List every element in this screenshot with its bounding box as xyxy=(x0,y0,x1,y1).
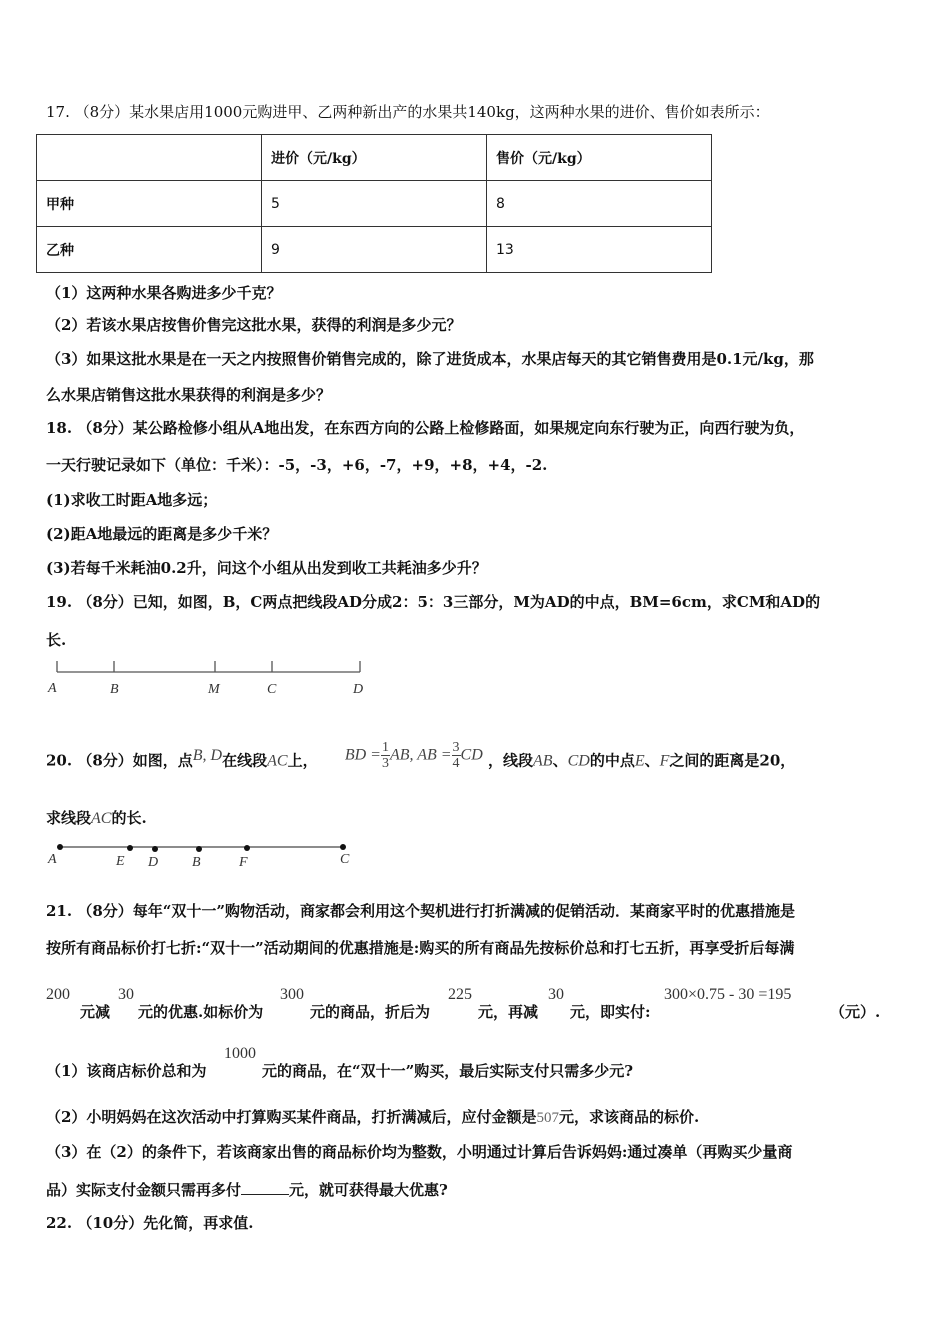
q19-segment-figure xyxy=(40,655,380,700)
answer-blank[interactable] xyxy=(241,1180,289,1195)
q20-f: F xyxy=(659,752,670,770)
q21-sub2 xyxy=(46,1107,699,1128)
table-cell-cost: 9 xyxy=(262,227,487,273)
q21-line1: 21. （8分）每年“双十一”购物活动，商家都会利用这个契机进行打折满减的促销活动．某商家平时的优惠措施是 xyxy=(46,902,796,920)
formula-part: BD = xyxy=(344,746,381,764)
value-507: 507 xyxy=(536,1110,559,1126)
fraction-three-fourths xyxy=(452,740,461,771)
table-cell-cost: 5 xyxy=(262,181,487,227)
q17-sub3-line2: 么水果店销售这批水果获得的利润是多少？ xyxy=(46,386,332,404)
value-200: 200 xyxy=(46,986,70,1003)
q21-sub3-prefix: 品）实际支付金额只需再多付 xyxy=(46,1181,242,1199)
point-label-b: B xyxy=(110,682,119,697)
point-label-e: E xyxy=(116,854,125,869)
q21-line2: 按所有商品标价打七折:“双十一”活动期间的优惠措施是:购买的所有商品先按标价总和打七五折，再享受折后每满 xyxy=(46,939,795,957)
q20-text: ，线段 xyxy=(488,751,534,770)
q22-line1: 22. （10分）先化简，再求值. xyxy=(46,1214,254,1232)
point-label-d: D xyxy=(148,855,159,870)
q20-ab: AB xyxy=(533,752,553,770)
q17-sub2: （2）若该水果店按售价售完这批水果，获得的利润是多少元？ xyxy=(46,316,462,334)
q21-text: 元，即实付: xyxy=(570,1003,651,1021)
q20-segment-figure xyxy=(40,835,370,870)
q20-line2 xyxy=(46,808,147,829)
formula-part: AB, AB = xyxy=(389,746,452,764)
q20-text: 、 xyxy=(552,751,568,770)
q20-text: 在线段 xyxy=(222,751,268,770)
q17-stem: 17. （8分）某水果店用1000元购进甲、乙两种新出产的水果共140kg，这两种水果的进价、售价如表所示： xyxy=(46,103,770,121)
denominator: 4 xyxy=(452,756,460,771)
q20-formula xyxy=(345,740,483,771)
payment-formula: 300×0.75 - 30 =195 xyxy=(664,986,792,1003)
q18-line2: 一天行驶记录如下（单位：千米）：-5，-3，+6，-7，+9，+8，+4，-2. xyxy=(46,456,548,474)
point-label-c: C xyxy=(267,682,277,697)
q18-line1: 18. （8分）某公路检修小组从A地出发，在东西方向的公路上检修路面，如果规定向东行驶为正，向西行驶为负， xyxy=(46,419,805,437)
point-label-f: F xyxy=(239,855,248,870)
q17-sub3-line1: （3）如果这批水果是在一天之内按照售价销售完成的，除了进货成本，水果店每天的其它销售费用是0.1元/kg，那 xyxy=(46,350,814,368)
table-cell-name: 乙种 xyxy=(37,227,262,273)
table-header-cell xyxy=(37,135,262,181)
numerator: 1 xyxy=(381,740,389,755)
q21-text: （元）. xyxy=(830,1003,881,1021)
q20-line1 xyxy=(46,740,796,777)
q21-sub1-suffix: 元的商品，在“双十一”购买，最后实际支付只需多少元? xyxy=(262,1062,634,1080)
table-cell-name: 甲种 xyxy=(37,181,262,227)
q20-text: 上， xyxy=(287,751,318,770)
q21-text: 元的优惠.如标价为 xyxy=(138,1003,264,1021)
numerator: 3 xyxy=(452,740,460,755)
q21-sub3-line1: （3）在（2）的条件下，若该商家出售的商品标价均为整数，小明通过计算后告诉妈妈:通过凑单（再购买少量商 xyxy=(46,1143,793,1161)
q17-sub1: （1）这两种水果各购进多少千克？ xyxy=(46,284,282,302)
point-label-d: D xyxy=(353,682,364,697)
q18-sub3: (3)若每千米耗油0.2升，问这个小组从出发到收工共耗油多少升？ xyxy=(46,559,487,577)
q20-text: 、 xyxy=(644,751,660,770)
q19-line1: 19. （8分）已知，如图，B，C两点把线段AD分成2：5：3三部分，M为AD的中点，BM=6cm，求CM和AD的 xyxy=(46,593,821,611)
formula-part: CD xyxy=(460,746,483,764)
table-row xyxy=(37,181,712,227)
q21-text: 元，再减 xyxy=(478,1003,539,1021)
q20-text: 求线段 xyxy=(46,809,92,827)
q21-text: 元的商品，折后为 xyxy=(310,1003,431,1021)
q18-sub1: (1)求收工时距A地多远； xyxy=(46,491,218,509)
q20-ac: AC xyxy=(267,752,288,770)
point-label-b: B xyxy=(192,855,201,870)
value-225: 225 xyxy=(448,986,472,1003)
q21-sub3-suffix: 元，就可获得最大优惠? xyxy=(289,1181,448,1199)
fraction-one-third xyxy=(381,740,390,771)
point-label-a: A xyxy=(48,681,57,696)
q20-ac: AC xyxy=(91,810,112,827)
table-cell-price: 8 xyxy=(487,181,712,227)
q21-sub2-suffix: 元，求该商品的标价. xyxy=(558,1108,700,1126)
table-cell-price: 13 xyxy=(487,227,712,273)
value-1000: 1000 xyxy=(224,1045,256,1062)
q21-sub3-line2 xyxy=(46,1180,448,1200)
value-300: 300 xyxy=(280,986,304,1003)
point-label-m: M xyxy=(208,682,220,697)
q19-line2: 长. xyxy=(46,631,67,649)
q18-sub2: (2)距A地最远的距离是多少千米？ xyxy=(46,525,278,543)
value-30: 30 xyxy=(118,986,134,1003)
table-header-cell: 进价（元/kg） xyxy=(262,135,487,181)
value-30: 30 xyxy=(548,986,564,1003)
q20-points: B, D xyxy=(192,746,223,764)
point-label-a: A xyxy=(48,852,57,867)
q21-sub2-prefix: （2）小明妈妈在这次活动中打算购买某件商品，打折满减后，应付金额是 xyxy=(46,1108,537,1126)
q20-text: 之间的距离是20， xyxy=(669,751,796,770)
table-header-row xyxy=(37,135,712,181)
denominator: 3 xyxy=(381,756,389,771)
q20-prefix: 20. （8分）如图，点 xyxy=(46,751,193,770)
q20-e: E xyxy=(634,752,645,770)
point-label-c: C xyxy=(340,852,350,867)
q20-text: 的中点 xyxy=(589,751,635,770)
q21-text: 元减 xyxy=(80,1003,111,1021)
q20-cd: CD xyxy=(567,752,590,770)
q21-sub1-prefix: （1）该商店标价总和为 xyxy=(46,1062,207,1080)
q20-text: 的长. xyxy=(111,809,147,827)
price-table xyxy=(36,134,712,273)
table-row xyxy=(37,227,712,273)
table-header-cell: 售价（元/kg） xyxy=(487,135,712,181)
